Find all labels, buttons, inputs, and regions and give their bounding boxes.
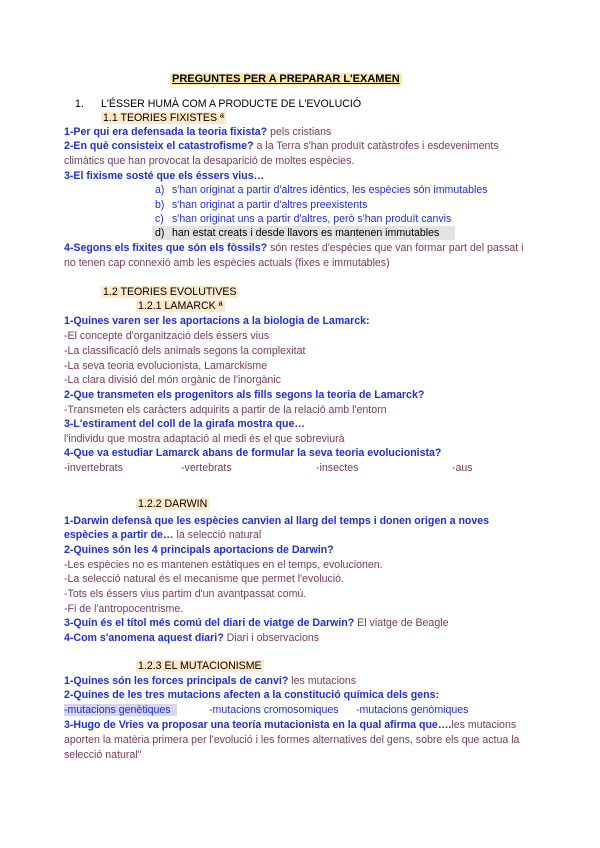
answer-line: -La selecció natural és el mecanisme que permet l'evolució. — [64, 573, 344, 585]
section-1-title — [101, 97, 361, 111]
question-text: 4-Com s'anomena aquest diari? — [64, 632, 224, 644]
question-1-1 — [64, 125, 331, 139]
answer-text: són restes d'espècies que van formar part del passat i no tenen cap connexió amb les espècies actuals (fixes e immutables) — [64, 242, 524, 269]
question-text: espècies a partir de… — [64, 529, 174, 541]
answer-item — [64, 703, 177, 717]
question-darwin-3 — [64, 616, 448, 630]
option-letter: a) — [155, 184, 165, 196]
subsection-label: 1.2.2 DARWIN — [138, 498, 208, 510]
option-a — [155, 183, 488, 197]
answer-line: -La seva teoria evolucionista, Lamarckisme — [64, 360, 268, 372]
question-text: 1-Darwin defensà que les espècies canvien al llarg del temps i donen origen a noves — [64, 515, 490, 527]
document-title — [170, 72, 402, 86]
question-text: 1-Quines són les forces principals de canvi? — [64, 675, 289, 687]
option-text: han estat creats i desde llavors es mantenen immutables — [172, 227, 440, 239]
option-b — [155, 198, 368, 212]
answer-item: -vertebrats — [181, 462, 232, 474]
subsection-label: 1.2.3 EL MUTACIONISME — [138, 660, 262, 672]
option-text: s'han originat uns a partir d'altres, però s'han produït canvis — [172, 213, 452, 225]
question-text: 2-Que transmeten els progenitors als fills segons la teoria de Lamarck? — [64, 389, 425, 401]
question-text: 3-Hugo de Vries va proposar una teoría mutacionista en la qual afirma que…. — [64, 719, 452, 731]
option-c — [155, 212, 452, 226]
question-darwin-1 — [64, 514, 489, 528]
subsection-1-2-1 — [136, 299, 225, 313]
question-text: 3-L'estirament del coll de la girafa mostra que… — [64, 418, 305, 430]
option-letter: b) — [155, 199, 165, 211]
subsection-label: 1.1 TEORIES FIXISTES ª — [103, 112, 224, 124]
option-text: s'han originat a partir d'altres preexistents — [172, 199, 368, 211]
question-text: 2-Quines de les tres mutacions afecten a la constitució química dels gens: — [64, 689, 440, 701]
question-text: 4-Que va estudiar Lamarck abans de formular la seva teoria evolucionista? — [64, 447, 442, 459]
answer-item: -invertebrats — [64, 462, 123, 474]
answer-line: -Les espècies no es mantenen estàtiques en el temps, evolucionen. — [64, 559, 383, 571]
section-1-2-heading — [101, 285, 238, 299]
question-1-2-1-1 — [64, 314, 370, 328]
answer-item: -aus — [452, 462, 473, 474]
subsection-1-2-2 — [136, 497, 209, 511]
question-text: 3-El fixisme sosté que els éssers vius… — [64, 170, 265, 182]
answer-text: Diari i observacions — [223, 632, 320, 644]
answer-line: -Transmeten els caràcters adquirits a partir de la relació amb l'entorn — [64, 404, 387, 416]
option-letter: c) — [155, 213, 164, 225]
answer-line: -Tots els éssers vius partim d'un avantpassat comú. — [64, 588, 307, 600]
question-mut-1 — [64, 674, 356, 688]
question-mut-2 — [64, 688, 439, 702]
answer-text: a la Terra s'han produït catàstrofes i esdeveniments climàtics que han provocat la desaparició de moltes espècies. — [64, 140, 499, 167]
question-mut-3 — [64, 718, 526, 763]
section-label: 1.2 TEORIES EVOLUTIVES — [103, 286, 237, 298]
answer-text: El viatge de Beagle — [354, 617, 449, 629]
question-text: 4-Segons els fixites que són els fòssils? — [64, 242, 268, 254]
question-darwin-4 — [64, 631, 319, 645]
question-darwin-1-cont — [64, 528, 261, 542]
option-letter: d) — [155, 227, 165, 239]
answer-line: -La clara divisió del món orgànic de l'inorgànic — [64, 374, 281, 386]
option-text: s'han originat a partir d'altres idèntics, les espècies són immutables — [172, 184, 488, 196]
answer-text: pels cristians — [267, 126, 332, 138]
answer-item: -mutacions genòmiques — [356, 704, 469, 716]
subsection-1-1 — [101, 111, 226, 125]
answer-line: -El concepte d'organització dels éssers vius — [64, 330, 270, 342]
section-label: L'ÉSSER HUMÀ COM A PRODUCTE DE L'EVOLUCIÓ — [101, 98, 362, 110]
answer-line: -La classificació dels animals segons la complexitat — [64, 345, 306, 357]
question-1-3 — [64, 169, 264, 183]
title-text: PREGUNTES PER A PREPARAR L'EXAMEN — [172, 73, 400, 85]
subsection-label: 1.2.1 LAMARCK ª — [138, 300, 223, 312]
question-darwin-2 — [64, 543, 334, 557]
question-text: 2-En què consisteix el catastrofisme? — [64, 140, 254, 152]
subsection-1-2-3 — [136, 659, 264, 673]
answer-item: -insectes — [316, 462, 359, 474]
question-1-2-1-3 — [64, 417, 305, 431]
answer-text: la selecció natural — [173, 529, 262, 541]
question-1-2 — [64, 139, 524, 169]
answer-text: les mutacions aporten la matèria primera per l'evolució i les formes alternatives del gens, sobre els que actua la selecció natural" — [64, 719, 520, 761]
question-text: 3-Quin és el títol més comú del diari de viatge de Darwin? — [64, 617, 355, 629]
question-1-2-1-4 — [64, 446, 441, 460]
answer-line: -Fi de l'antropocentrisme. — [64, 603, 184, 615]
answer-item: -mutacions cromosomiques — [209, 704, 339, 716]
question-text: 1-Per qui era defensada la teoria fixista? — [64, 126, 268, 138]
answer-text: les mutacions — [288, 675, 357, 687]
section-number: 1. — [75, 98, 84, 110]
answer-line: l'individu que mostra adaptació al medi és el que sobreviurà — [64, 433, 345, 445]
section-1-heading — [75, 97, 84, 111]
question-1-4 — [64, 241, 524, 271]
question-text: 2-Quines són les 4 principals aportacions de Darwin? — [64, 544, 334, 556]
question-1-2-1-2 — [64, 388, 424, 402]
answer-text-highlighted: -mutacions genètiques — [64, 704, 177, 716]
question-text: 1-Quines varen ser les aportacions a la biologia de Lamarck: — [64, 315, 370, 327]
option-d — [152, 226, 455, 240]
